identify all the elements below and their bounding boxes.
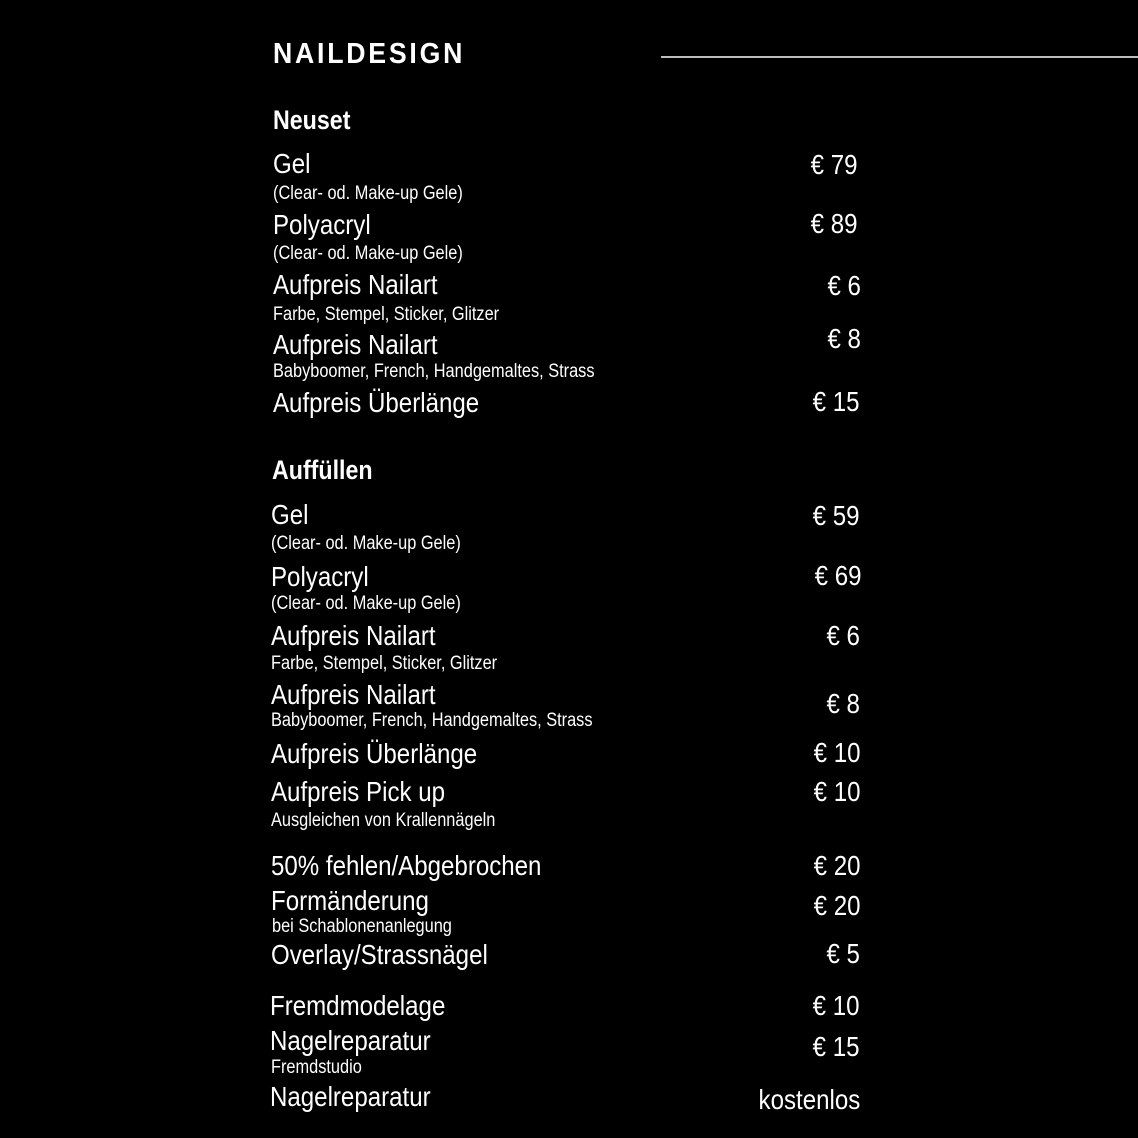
- item-price: € 6: [826, 620, 860, 651]
- item-name: Aufpreis Nailart: [273, 329, 438, 360]
- item-name: Aufpreis Nailart: [271, 620, 436, 651]
- item-price: € 10: [813, 737, 860, 768]
- item-name: Fremdmodelage: [270, 990, 446, 1021]
- item-price: € 20: [813, 890, 860, 921]
- item-description: (Clear- od. Make-up Gele): [273, 183, 463, 204]
- item-description: Farbe, Stempel, Sticker, Glitzer: [273, 304, 500, 325]
- item-name: Overlay/Strassnägel: [271, 939, 488, 970]
- item-price: € 15: [812, 1031, 859, 1062]
- item-name: Aufpreis Nailart: [271, 679, 436, 710]
- item-description: Fremdstudio: [271, 1057, 362, 1078]
- item-price: € 8: [827, 323, 861, 354]
- item-price: € 20: [813, 850, 860, 881]
- item-description: bei Schablonenanlegung: [272, 916, 452, 937]
- item-price: € 5: [826, 938, 860, 969]
- item-price: € 89: [810, 208, 857, 239]
- item-name: Nagelreparatur: [270, 1025, 431, 1056]
- title-divider: [661, 56, 1138, 58]
- item-description: Babyboomer, French, Handgemaltes, Strass: [273, 361, 595, 382]
- item-price: € 10: [812, 990, 859, 1021]
- item-price: € 15: [812, 386, 859, 417]
- item-name: Aufpreis Überlänge: [273, 387, 480, 418]
- section-heading-neuset: Neuset: [273, 105, 351, 135]
- item-price: € 79: [810, 149, 857, 180]
- item-name: Polyacryl: [271, 561, 369, 592]
- item-price: € 59: [812, 500, 859, 531]
- section-heading-auffuellen: Auffüllen: [272, 455, 373, 485]
- item-name: 50% fehlen/Abgebrochen: [271, 850, 542, 881]
- page-title: NAILDESIGN: [273, 38, 466, 70]
- item-name: Polyacryl: [273, 209, 371, 240]
- item-name: Aufpreis Überlänge: [271, 738, 478, 769]
- item-description: Farbe, Stempel, Sticker, Glitzer: [271, 653, 498, 674]
- item-price: € 69: [814, 560, 861, 591]
- item-price: € 8: [826, 688, 860, 719]
- item-name: Aufpreis Nailart: [273, 269, 438, 300]
- item-description: Ausgleichen von Krallennägeln: [271, 810, 496, 831]
- item-name: Aufpreis Pick up: [271, 776, 446, 807]
- item-description: Babyboomer, French, Handgemaltes, Strass: [271, 710, 593, 731]
- item-description: (Clear- od. Make-up Gele): [271, 533, 461, 554]
- item-name: Nagelreparatur: [270, 1081, 431, 1112]
- item-description: (Clear- od. Make-up Gele): [271, 593, 461, 614]
- item-description: (Clear- od. Make-up Gele): [273, 243, 463, 264]
- item-price: € 6: [827, 270, 861, 301]
- item-name: Formänderung: [271, 885, 429, 916]
- item-name: Gel: [271, 499, 309, 530]
- item-price: kostenlos: [758, 1084, 860, 1115]
- item-price: € 10: [813, 776, 860, 807]
- item-name: Gel: [273, 148, 311, 179]
